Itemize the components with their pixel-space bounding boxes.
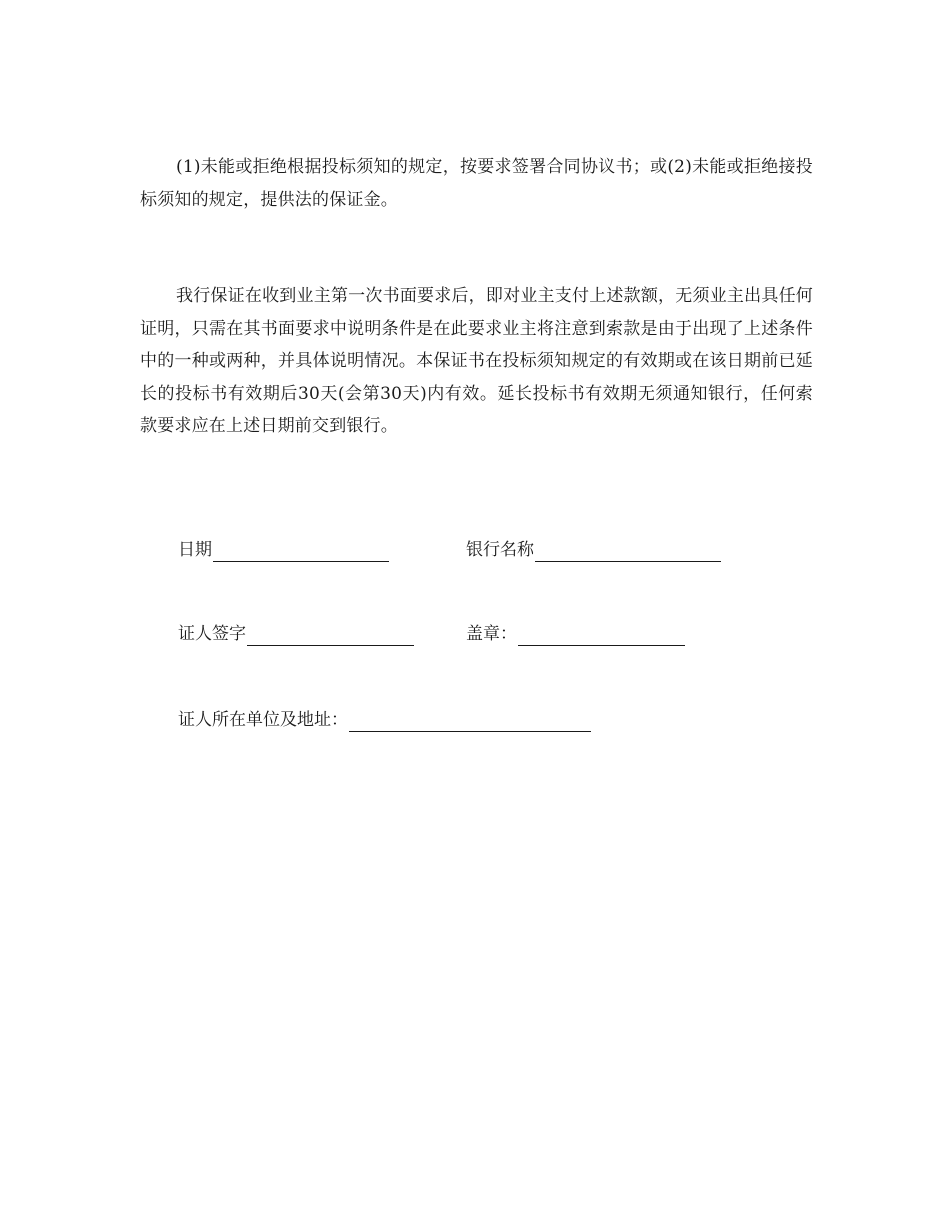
witness-signature-field	[178, 622, 414, 646]
date-blank-line	[213, 541, 389, 562]
paragraph-guarantee-terms: 我行保证在收到业主第一次书面要求后，即对业主支付上述款额，无须业主出具任何证明，只需在其书面要求中说明条件是在此要求业主将注意到索款是由于出现了上述条件中的一种或两种，并具体说明情况。本保证书在投标须知规定的有效期或在该日期前已延长的投标书有效期后30天(会第30天)内有效。延长投标书有效期无须通知银行，任何索款要求应在上述日期前交到银行。	[140, 286, 813, 436]
bank-name-blank-line	[535, 541, 721, 562]
bank-name-field	[466, 538, 721, 562]
bank-name-label: 银行名称	[466, 540, 534, 560]
seal-label: 盖章：	[466, 624, 517, 644]
seal-blank-line	[518, 625, 685, 646]
witness-address-blank-line	[349, 711, 591, 732]
date-label: 日期	[178, 540, 212, 560]
witness-address-label: 证人所在单位及地址：	[178, 710, 348, 730]
paragraph-conditions: (1)未能或拒绝根据投标须知的规定，按要求签署合同协议书；或(2)未能或拒绝接投标须知的规定，提供法的保证金。	[140, 157, 813, 210]
witness-address-field	[178, 708, 591, 732]
witness-signature-blank-line	[247, 625, 414, 646]
witness-signature-label: 证人签字	[178, 624, 246, 644]
seal-field	[466, 622, 685, 646]
date-field	[178, 538, 389, 562]
